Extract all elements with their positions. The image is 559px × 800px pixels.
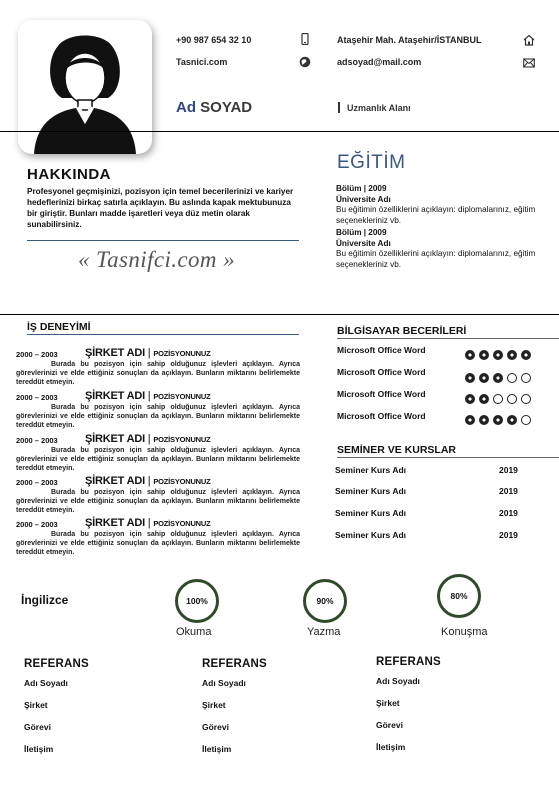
course-name: Seminer Kurs Adı: [335, 465, 407, 475]
rating-dot-filled: [465, 415, 475, 425]
header-rule: [0, 131, 559, 132]
education-desc: Bu eğitimin özelliklerini açıklayın: diplomalarınız, eğitim seçenekleriniz vb.: [336, 205, 536, 225]
course-year: 2019: [499, 465, 518, 475]
first-name: Ad: [176, 99, 196, 116]
skill-name: Microsoft Office Word: [337, 411, 426, 421]
job-date: 2000 – 2003: [16, 393, 58, 402]
company-name: ŞİRKET ADI: [85, 390, 145, 402]
reference-contact: İletişim: [376, 742, 406, 752]
skill-rating: [465, 415, 531, 425]
rating-dot-empty: [507, 394, 517, 404]
specialty-divider: [338, 102, 340, 113]
job-separator: |: [144, 390, 154, 402]
rating-dot-filled: [465, 373, 475, 383]
courses-title: SEMİNER VE KURSLAR: [337, 444, 457, 456]
job-item: [16, 433, 300, 473]
skill-name: Microsoft Office Word: [337, 367, 426, 377]
reference-role: Görevi: [202, 722, 229, 732]
skill-name: Microsoft Office Word: [337, 389, 426, 399]
job-separator: |: [144, 433, 154, 445]
reference-company: Şirket: [24, 700, 48, 710]
globe-icon: [299, 56, 311, 68]
job-desc: Burada bu pozisyon için sahip olduğunuz işlevleri açıklayın. Ayrıca görevlerinizi ve elde ettiğiniz sonuçları da açıklayın. Bunların miktarını belirlemekte tereddüt etmeyin.: [16, 489, 300, 514]
about-text: Profesyonel geçmişinizi, pozisyon için temel becerilerinizi ve kariyer hedeflerinizi birkaç satırla açıklayın. Bu aslında kapak mektubunuza bir giriştir. Bunları madde işaretleri veya düz metin olarak sunabilirsiniz.: [27, 187, 294, 229]
job-date: 2000 – 2003: [16, 478, 58, 487]
education-school: Üniversite Adı: [336, 194, 391, 204]
language-percent: 80%: [450, 591, 468, 601]
education-item: [336, 228, 536, 270]
address-text: Ataşehir Mah. Ataşehir/İSTANBUL: [337, 35, 482, 45]
section-rule: [0, 314, 559, 315]
rating-dot-filled: [507, 350, 517, 360]
rating-dot-filled: [465, 394, 475, 404]
company-name: ŞİRKET ADI: [85, 433, 145, 445]
website-text: Tasnici.com: [176, 57, 228, 67]
mail-icon: [523, 57, 535, 69]
skills-title: BİLGİSAYAR BECERİLERİ: [337, 325, 467, 337]
courses-rule: [337, 457, 559, 458]
reference-title: REFERANS: [376, 656, 441, 668]
course-name: Seminer Kurs Adı: [335, 530, 407, 540]
language-ring: [303, 579, 347, 623]
job-position: POZİSYONUNUZ: [153, 519, 211, 528]
education-item: [336, 184, 536, 226]
home-icon: [523, 34, 535, 46]
rating-dot-filled: [493, 415, 503, 425]
reference-contact: İletişim: [202, 744, 232, 754]
reference-title: REFERANS: [202, 658, 267, 670]
job-date: 2000 – 2003: [16, 350, 58, 359]
reference-title: REFERANS: [24, 658, 89, 670]
skill-name: Microsoft Office Word: [337, 345, 426, 355]
job-desc: Burada bu pozisyon için sahip olduğunuz işlevleri açıklayın. Ayrıca görevlerinizi ve elde ettiğiniz sonuçları da açıklayın. Bunların miktarını belirlemekte tereddüt etmeyin.: [16, 404, 300, 429]
education-desc: Bu eğitimin özelliklerini açıklayın: diplomalarınız, eğitim seçenekleriniz vb.: [336, 249, 536, 269]
job-item: [16, 517, 300, 557]
company-name: ŞİRKET ADI: [85, 347, 145, 359]
language-ring: [175, 579, 219, 623]
about-rule: [27, 240, 299, 241]
course-year: 2019: [499, 530, 518, 540]
rating-dot-empty: [521, 373, 531, 383]
rating-dot-filled: [479, 394, 489, 404]
job-position: POZİSYONUNUZ: [153, 349, 211, 358]
reference-block: [202, 658, 267, 754]
job-date: 2000 – 2003: [16, 436, 58, 445]
company-name: ŞİRKET ADI: [85, 517, 145, 529]
job-position: POZİSYONUNUZ: [153, 477, 211, 486]
skill-rating: [465, 350, 531, 360]
language-skill-label: Yazma: [307, 626, 341, 638]
rating-dot-filled: [493, 350, 503, 360]
rating-dot-filled: [479, 373, 489, 383]
phone-icon: [299, 33, 311, 45]
rating-dot-empty: [521, 394, 531, 404]
reference-name: Adı Soyadı: [24, 678, 68, 688]
reference-company: Şirket: [202, 700, 226, 710]
rating-dot-empty: [507, 373, 517, 383]
company-name: ŞİRKET ADI: [85, 475, 145, 487]
language-percent: 90%: [316, 596, 334, 606]
job-position: POZİSYONUNUZ: [153, 435, 211, 444]
reference-role: Görevi: [24, 722, 51, 732]
job-desc: Burada bu pozisyon için sahip olduğunuz işlevleri açıklayın. Ayrıca görevlerinizi ve elde ettiğiniz sonuçları da açıklayın. Bunların miktarını belirlemekte tereddüt etmeyin.: [16, 447, 300, 472]
rating-dot-filled: [479, 350, 489, 360]
job-separator: |: [144, 517, 154, 529]
rating-dot-filled: [493, 373, 503, 383]
rating-dot-filled: [521, 350, 531, 360]
job-item: [16, 475, 300, 515]
rating-dot-filled: [465, 350, 475, 360]
email-text: adsoyad@mail.com: [337, 57, 422, 67]
reference-name: Adı Soyadı: [202, 678, 246, 688]
job-desc: Burada bu pozisyon için sahip olduğunuz işlevleri açıklayın. Ayrıca görevlerinizi ve elde ettiğiniz sonuçları da açıklayın. Bunların miktarını belirlemekte tereddüt etmeyin.: [16, 531, 300, 556]
rating-dot-filled: [479, 415, 489, 425]
job-date: 2000 – 2003: [16, 520, 58, 529]
experience-rule: [27, 334, 299, 335]
job-separator: |: [144, 347, 154, 359]
rating-dot-empty: [521, 415, 531, 425]
education-heading: Bölüm | 2009: [336, 228, 387, 237]
language-name: İngilizce: [21, 593, 69, 607]
profile-silhouette-icon: [18, 20, 152, 154]
job-item: [16, 390, 300, 430]
reference-block: [376, 656, 441, 752]
education-heading: Bölüm | 2009: [336, 184, 387, 193]
experience-title: İŞ DENEYİMİ: [27, 321, 91, 333]
watermark: « Tasnifci.com »: [78, 247, 235, 272]
language-percent: 100%: [186, 596, 208, 606]
reference-block: [24, 658, 89, 754]
job-item: [16, 347, 300, 387]
job-position: POZİSYONUNUZ: [153, 392, 211, 401]
language-skill-label: Okuma: [176, 626, 212, 638]
reference-company: Şirket: [376, 698, 400, 708]
skills-rule: [337, 338, 559, 339]
education-title: EĞİTİM: [337, 152, 406, 173]
profile-photo: [18, 20, 152, 154]
last-name: SOYAD: [200, 99, 253, 116]
course-name: Seminer Kurs Adı: [335, 486, 407, 496]
job-desc: Burada bu pozisyon için sahip olduğunuz işlevleri açıklayın. Ayrıca görevlerinizi ve elde ettiğiniz sonuçları da açıklayın. Bunların miktarını belirlemekte tereddüt etmeyin.: [16, 361, 300, 386]
phone-text: +90 987 654 32 10: [176, 35, 252, 45]
education-school: Üniversite Adı: [336, 238, 391, 248]
course-name: Seminer Kurs Adı: [335, 508, 407, 518]
full-name: [176, 99, 252, 116]
language-skill-label: Konuşma: [441, 626, 488, 638]
skill-rating: [465, 373, 531, 383]
rating-dot-empty: [493, 394, 503, 404]
skill-rating: [465, 394, 531, 404]
rating-dot-filled: [507, 415, 517, 425]
reference-contact: İletişim: [24, 744, 54, 754]
reference-name: Adı Soyadı: [376, 676, 420, 686]
reference-role: Görevi: [376, 720, 403, 730]
about-title: HAKKINDA: [27, 166, 111, 183]
job-separator: |: [144, 475, 154, 487]
course-year: 2019: [499, 486, 518, 496]
course-year: 2019: [499, 508, 518, 518]
language-ring: [437, 574, 481, 618]
specialty: Uzmanlık Alanı: [347, 103, 411, 113]
